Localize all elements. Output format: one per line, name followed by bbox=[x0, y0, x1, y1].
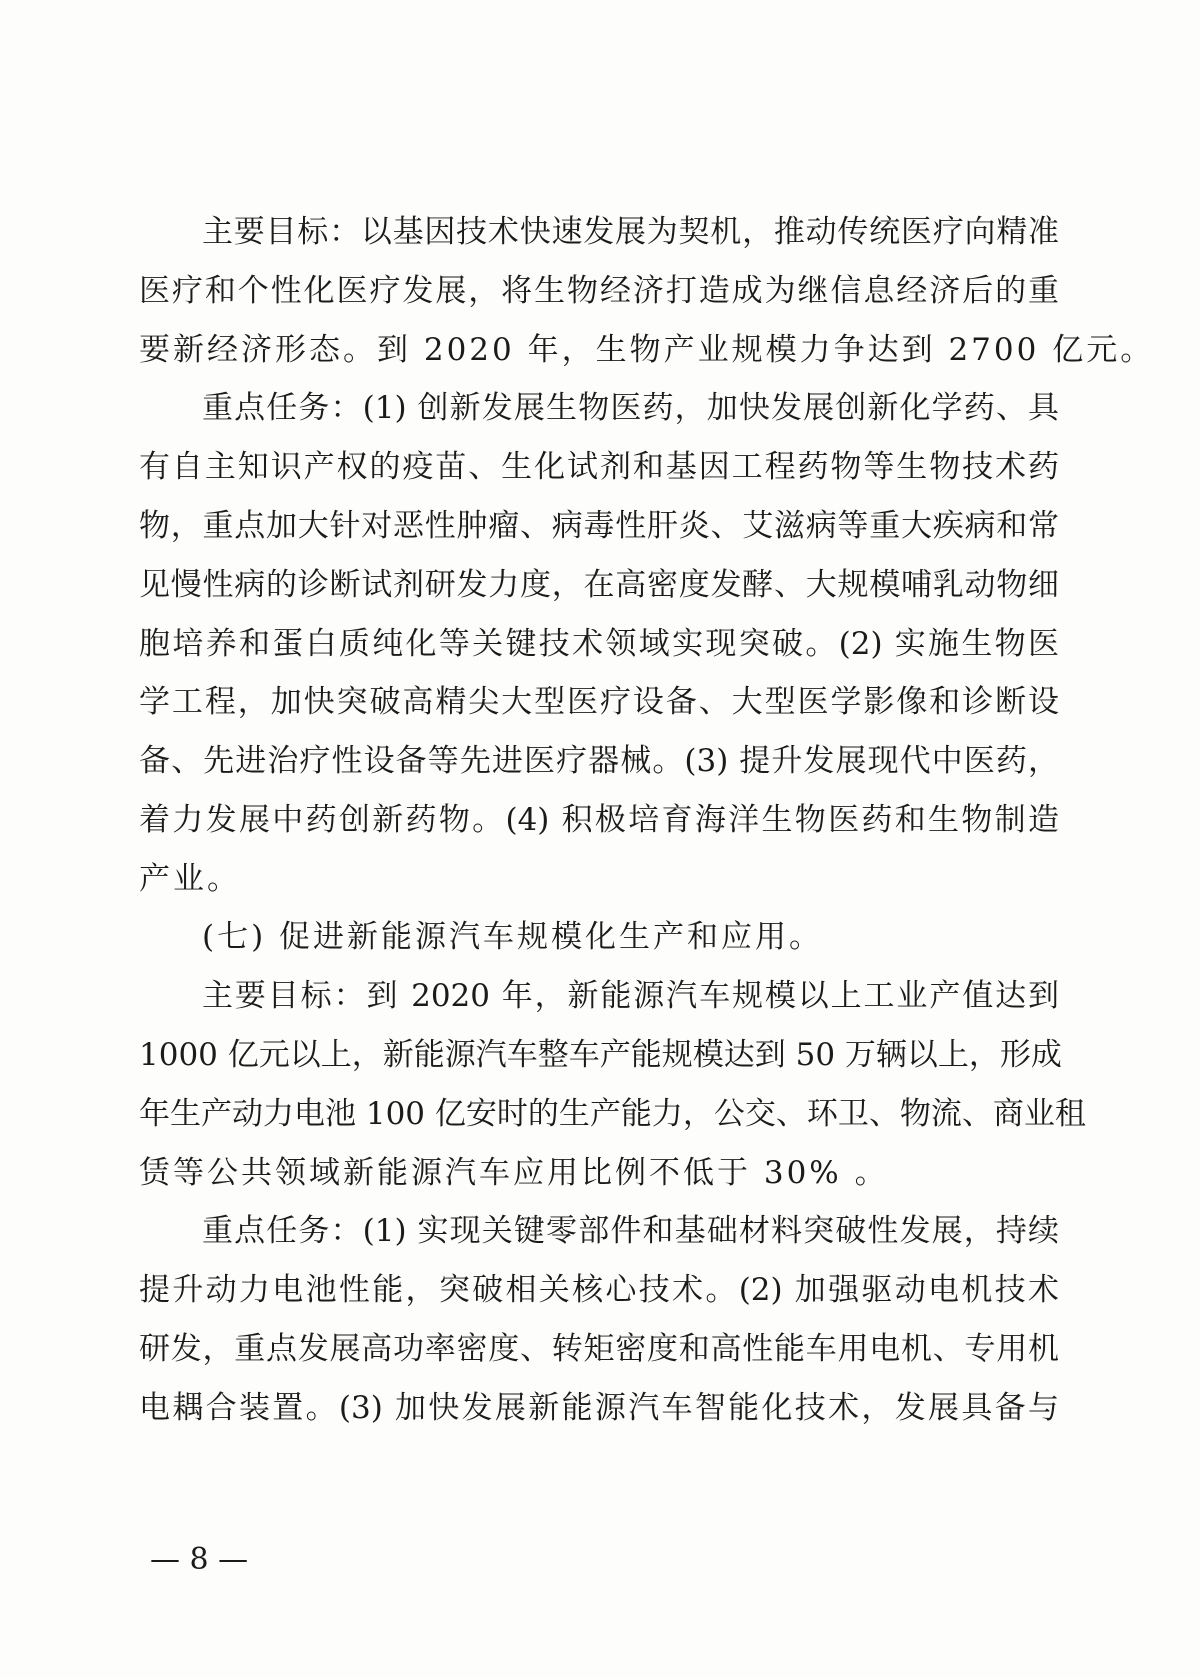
text-line: 主要目标：以基因技术快速发展为契机，推动传统医疗向精准 bbox=[202, 214, 1059, 250]
page-number: — 8 — bbox=[150, 1542, 249, 1577]
text-line: 产业。 bbox=[139, 861, 241, 897]
text-line: 有自主知识产权的疫苗、生化试剂和基因工程药物等生物技术药 bbox=[139, 449, 1059, 485]
text-line: 年生产动力电池 100 亿安时的生产能力，公交、环卫、物流、商业租 bbox=[139, 1096, 1086, 1132]
text-line: 电耦合装置。(3) 加快发展新能源汽车智能化技术，发展具备与 bbox=[139, 1390, 1059, 1426]
text-line: 物，重点加大针对恶性肿瘤、病毒性肝炎、艾滋病等重大疾病和常 bbox=[139, 508, 1059, 544]
text-line: 主要目标：到 2020 年，新能源汽车规模以上工业产值达到 bbox=[202, 978, 1059, 1014]
text-line: 见慢性病的诊断试剂研发力度，在高密度发酵、大规模哺乳动物细 bbox=[139, 567, 1059, 603]
text-line: 赁等公共领域新能源汽车应用比例不低于 30% 。 bbox=[139, 1155, 889, 1191]
text-line: 着力发展中药创新药物。(4) 积极培育海洋生物医药和生物制造 bbox=[139, 802, 1059, 838]
text-line: 医疗和个性化医疗发展，将生物经济打造成为继信息经济后的重 bbox=[139, 273, 1059, 309]
text-line: 重点任务：(1) 实现关键零部件和基础材料突破性发展，持续 bbox=[202, 1213, 1059, 1249]
text-line: 要新经济形态。到 2020 年，生物产业规模力争达到 2700 亿元。 bbox=[139, 332, 1155, 368]
text-line: 1000 亿元以上，新能源汽车整车产能规模达到 50 万辆以上，形成 bbox=[139, 1037, 1062, 1073]
text-line: 学工程，加快突破高精尖大型医疗设备、大型医学影像和诊断设 bbox=[139, 684, 1059, 720]
text-line: 备、先进治疗性设备等先进医疗器械。(3) 提升发展现代中医药， bbox=[139, 743, 1059, 779]
text-line: 重点任务：(1) 创新发展生物医药，加快发展创新化学药、具 bbox=[202, 390, 1059, 426]
text-line: 胞培养和蛋白质纯化等关键技术领域实现突破。(2) 实施生物医 bbox=[139, 626, 1059, 662]
text-line: 提升动力电池性能，突破相关核心技术。(2) 加强驱动电机技术 bbox=[139, 1272, 1059, 1308]
text-line: 研发，重点发展高功率密度、转矩密度和高性能车用电机、专用机 bbox=[139, 1331, 1059, 1367]
section-heading: (七) 促进新能源汽车规模化生产和应用。 bbox=[202, 919, 824, 955]
